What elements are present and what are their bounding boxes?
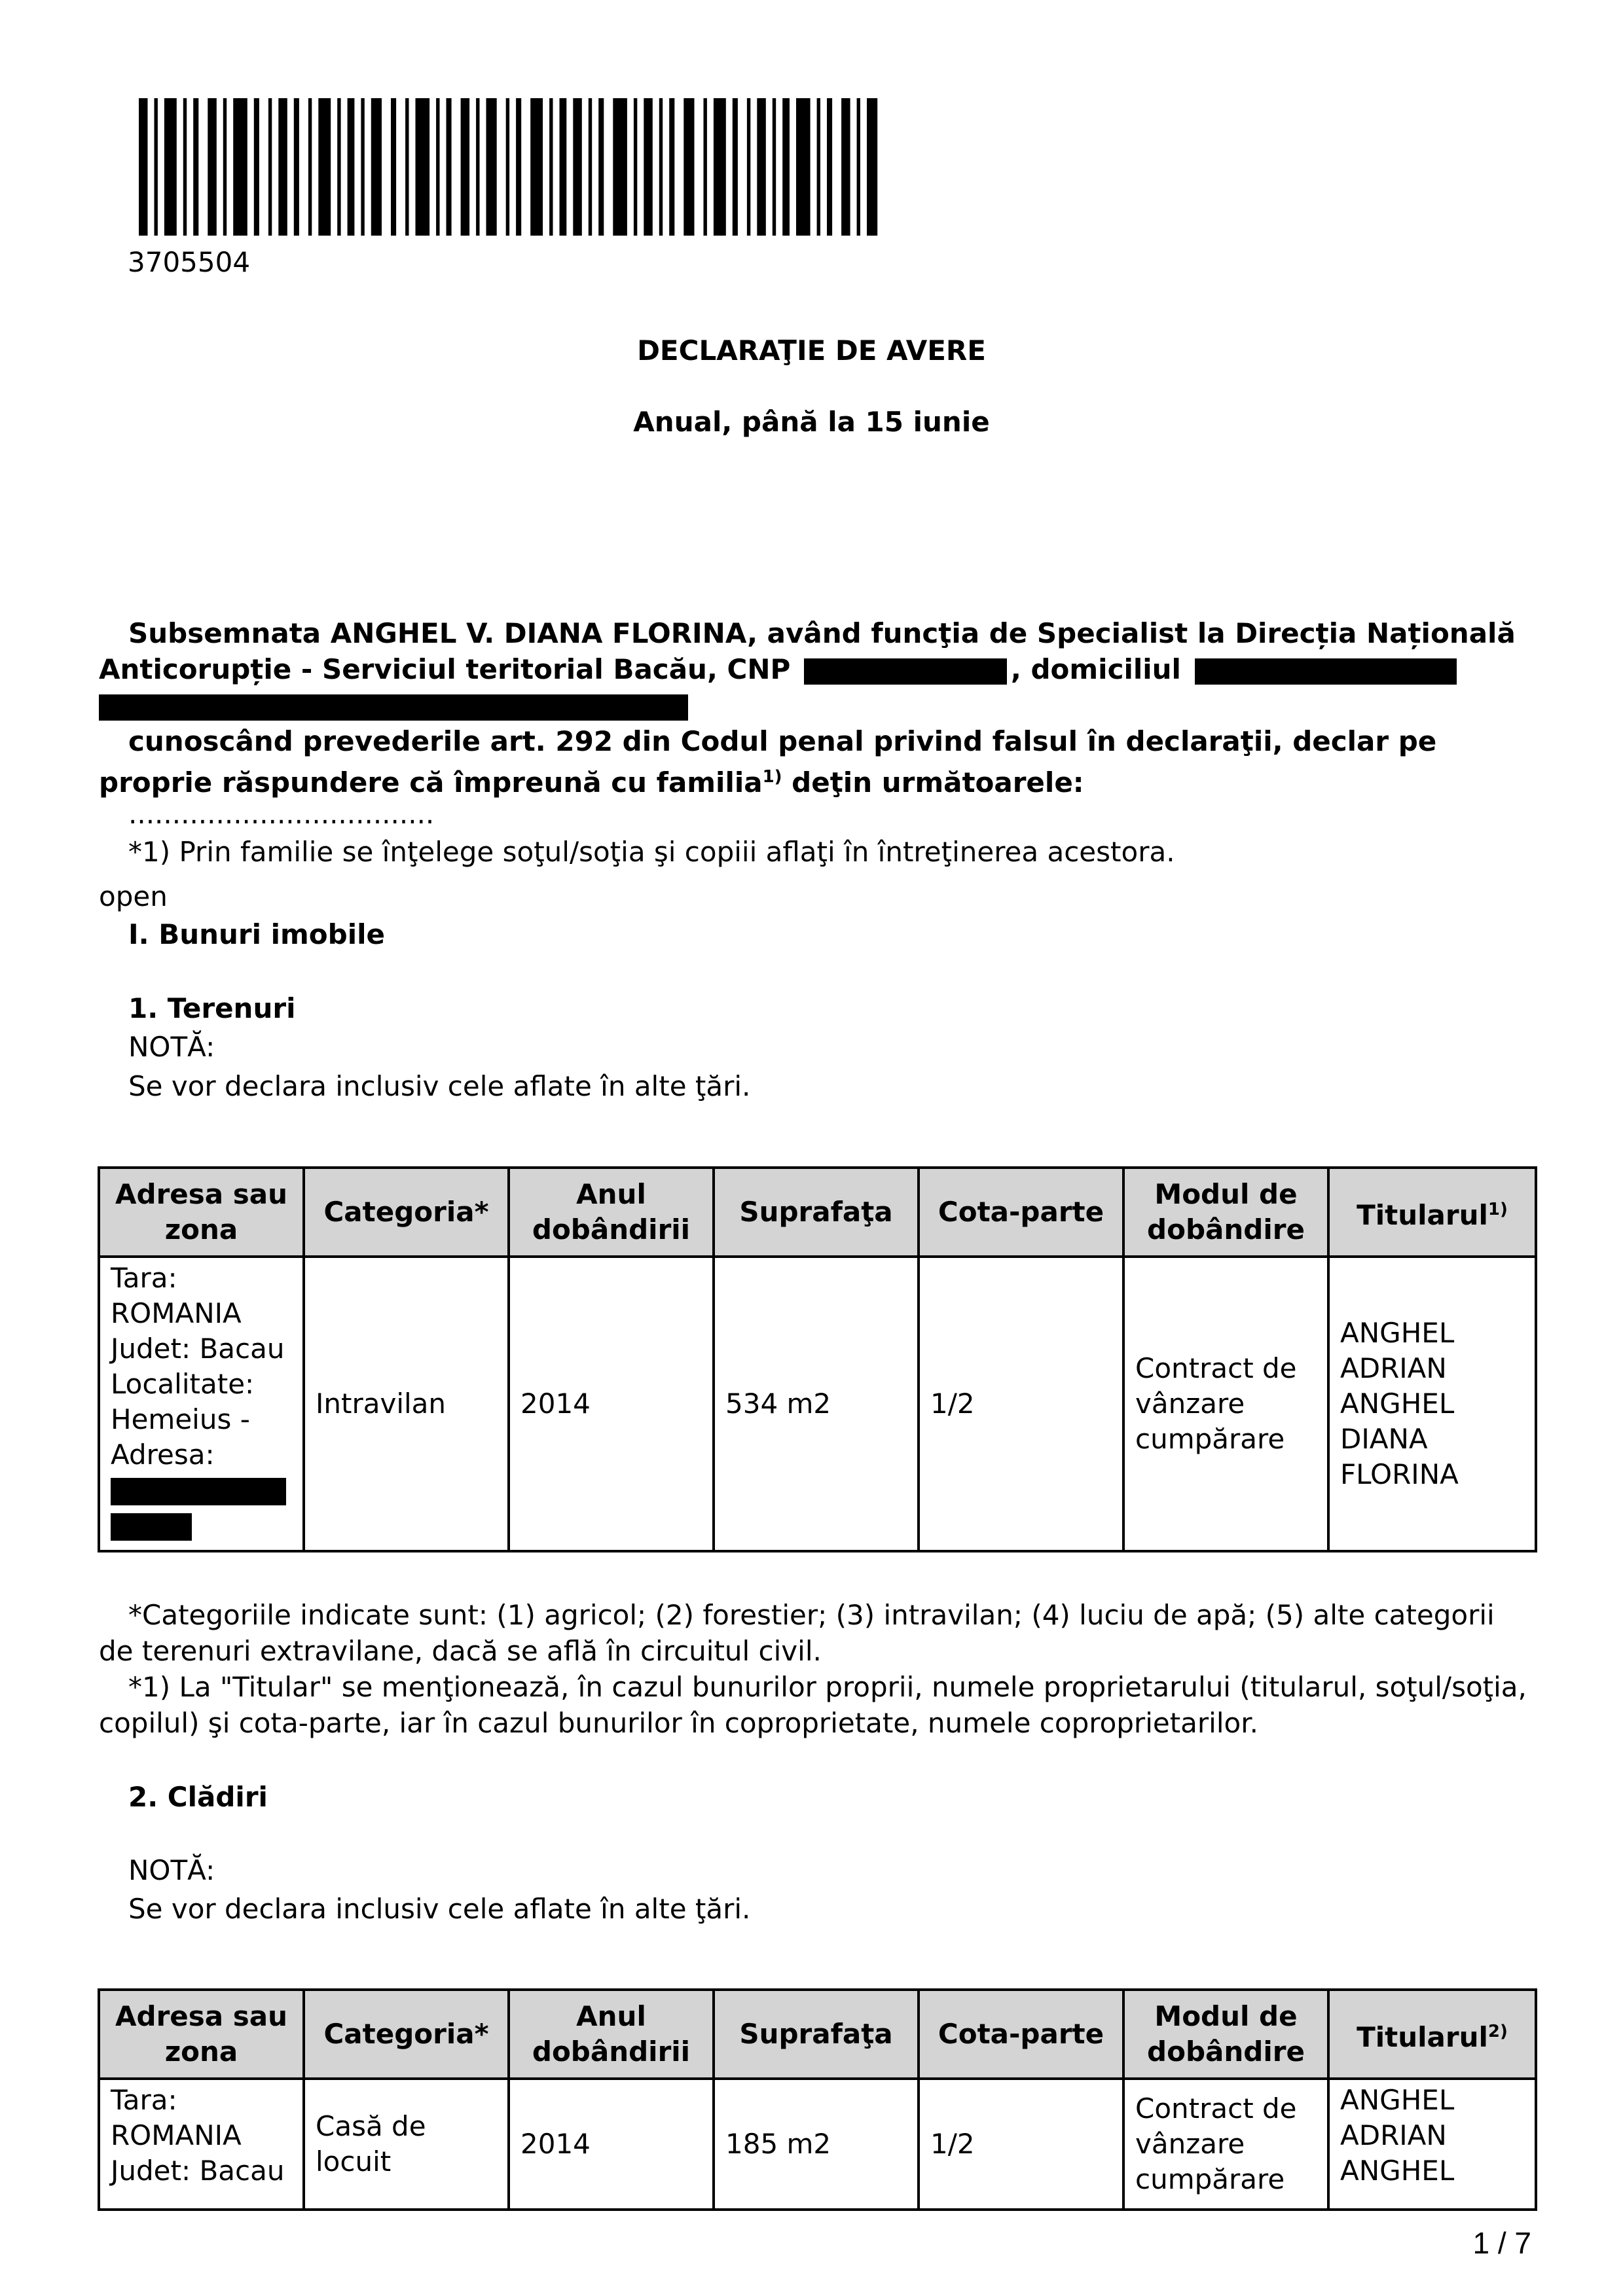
barcode-bar [714,98,726,236]
categorii-note: *Categoriile indicate sunt: (1) agricol; (2) forestier; (3) intravilan; (4) luciu de apă; (5) alte categorii de terenuri extravilane, dacă se află în circuitul civil. [99,1599,1495,1667]
barcode-bar [773,98,776,236]
table-row [99,1257,1536,1551]
barcode-bar [841,98,850,236]
barcode-bar [516,98,521,236]
barcode-bar [704,98,707,236]
cell-suprafata: 534 m2 [714,1257,919,1551]
barcode-bar [308,98,312,236]
subsection-terenuri: 1. Terenuri [128,992,296,1024]
header-adresa: Adresa sau zona [99,1990,304,2079]
barcode-bar [634,98,637,236]
barcode-bar [405,98,409,236]
family-footnote: *1) Prin familie se înţelege soţul/soţia şi copiii aflaţi în întreţinerea acestora. [128,836,1175,868]
cell-adresa: Tara: ROMANIA Judet: Bacau Localitate: Hemeius - Adresa: [99,1257,304,1551]
barcode-bar [560,98,567,236]
barcode-bar [155,98,158,236]
barcode-bar [318,98,331,236]
redacted-address-cont [99,694,688,721]
cell-titular: ANGHEL ADRIAN ANGHEL [1328,2079,1536,2210]
header-adresa: Adresa sau zona [99,1168,304,1257]
barcode [139,98,882,236]
intro-text: Subsemnata ANGHEL V. DIANA FLORINA, având funcţia de Specialist la Direcția Națională Anticorupție - Serviciul teritorial Bacău, CNP [99,617,1516,685]
header-titular: Titularul$^{2)}$ [1328,1990,1536,2079]
barcode-bar [589,98,592,236]
barcode-bar [278,98,287,236]
titular-note: *1) La "Titular" se menţionează, în cazul bunurilor proprii, numele proprietarului (titularul, soţul/soţia, copilul) şi cota-parte, iar în cazul bunurilor în coproprietate, numele coproprietarilor. [99,1671,1527,1739]
barcode-bar [268,98,272,236]
header-cota: Cota-parte [919,1168,1123,1257]
barcode-bar [391,98,396,236]
barcode-bar [183,98,187,236]
barcode-bar [613,98,627,236]
barcode-bar [644,98,653,236]
barcode-bar [757,98,766,236]
barcode-bar [659,98,663,236]
redacted-address [1195,658,1457,685]
cell-anul: 2014 [509,1257,714,1551]
header-modul: Modul de dobândire [1123,1168,1328,1257]
barcode-bar [233,98,247,236]
subsection-cladiri: 2. Clădiri [128,1781,268,1813]
barcode-bar [416,98,430,236]
footnote-ref: 1) [762,767,782,787]
header-suprafata: Suprafaţa [714,1990,919,2079]
header-categoria: Categoria* [304,1990,509,2079]
cell-categoria: Casă de locuit [304,2079,509,2210]
header-titular: Titularul$^{1)}$ [1328,1168,1536,1257]
header-categoria: Categoria* [304,1168,509,1257]
nota-text: Se vor declara inclusiv cele aflate în alte ţări. [128,1070,751,1102]
barcode-bar [371,98,382,236]
nota-text-2: Se vor declara inclusiv cele aflate în alte ţări. [128,1893,751,1925]
dotted-line: ................................... [128,798,435,830]
barcode-bar [461,98,470,236]
open-label: open [99,880,168,912]
header-anul: Anul dobândirii [509,1990,714,2079]
redacted-adresa [111,1478,286,1505]
barcode-bar [139,98,148,236]
header-suprafata: Suprafaţa [714,1168,919,1257]
nota-label-2: NOTĂ: [128,1854,215,1886]
declaration-paragraph [99,723,1533,800]
barcode-bar [164,98,177,236]
cell-cota: 1/2 [919,1257,1123,1551]
barcode-bar [857,98,860,236]
barcode-bar [573,98,582,236]
header-modul: Modul de dobândire [1123,1990,1328,2079]
barcode-bar [506,98,509,236]
cell-anul: 2014 [509,2079,714,2210]
barcode-bar [486,98,497,236]
barcode-bar [361,98,364,236]
redacted-cnp [804,658,1007,685]
table-row [99,2079,1536,2210]
table-header-row [99,1990,1536,2079]
barcode-bar [447,98,452,236]
terenuri-table [98,1166,1537,1552]
cell-modul: Contract de vânzare cumpărare [1123,1257,1328,1551]
cell-cota: 1/2 [919,2079,1123,2210]
cell-modul: Contract de vânzare cumpărare [1123,2079,1328,2210]
barcode-bar [436,98,439,236]
header-cota: Cota-parte [919,1990,1123,2079]
table-header-row [99,1168,1536,1257]
page-number: 1 / 7 [1472,2226,1531,2260]
barcode-bar [669,98,674,236]
cladiri-table [98,1988,1537,2211]
barcode-number: 3705504 [128,246,251,278]
barcode-bar [254,98,259,236]
barcode-bar [796,98,811,236]
section-heading: I. Bunuri imobile [128,918,386,950]
cell-categoria: Intravilan [304,1257,509,1551]
cell-adresa: Tara: ROMANIA Judet: Bacau [99,2079,304,2210]
declaration-end: deţin următoarele: [782,766,1084,798]
barcode-bar [208,98,217,236]
barcode-bar [223,98,227,236]
header-anul: Anul dobândirii [509,1168,714,1257]
barcode-bar [530,98,543,236]
document-subtitle: Anual, până la 15 iunie [633,406,990,438]
barcode-bar [294,98,299,236]
barcode-bar [817,98,820,236]
barcode-bar [348,98,355,236]
cell-titular: ANGHEL ADRIAN ANGHEL DIANA FLORINA [1328,1257,1536,1551]
intro-paragraph [99,615,1533,723]
domiciliu-label: , domiciliul [1010,653,1181,685]
cell-suprafata: 185 m2 [714,2079,919,2210]
barcode-bar [598,98,604,236]
barcode-bar [782,98,790,236]
barcode-bar [549,98,553,236]
declaration-text: cunoscând prevederile art. 292 din Codul penal privind falsul în declaraţii, declar pe proprie răspundere că împreună cu familia [99,725,1437,798]
redacted-adresa-cont [111,1513,192,1541]
barcode-bar [193,98,198,236]
document-title: DECLARAŢIE DE AVERE [637,334,986,367]
barcode-bar [684,98,694,236]
barcode-bar [867,98,877,236]
barcode-bar [476,98,479,236]
barcode-bar [337,98,340,236]
barcode-bar [733,98,738,236]
barcode-bar [747,98,750,236]
barcode-bar [827,98,832,236]
nota-label: NOTĂ: [128,1031,215,1063]
